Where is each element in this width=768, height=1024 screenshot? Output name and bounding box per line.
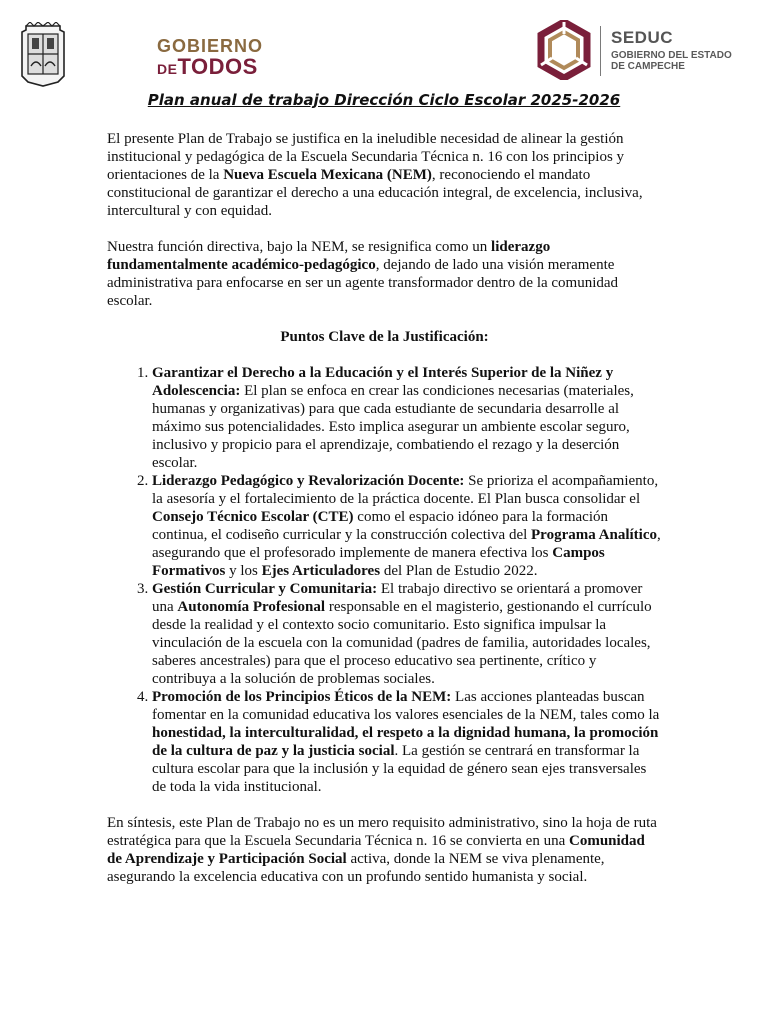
role-paragraph	[107, 238, 662, 310]
text-run: En síntesis, este Plan de Trabajo no es un mero requisito administrativo, sino la hoja de ruta estratégica para que la Escuela Secundaria Técnica n. 16 se convierta en una	[107, 815, 657, 849]
bold-run: Autonomía Profesional	[177, 599, 326, 615]
text-run: , reconociendo el mandato constitucional de garantizar el derecho a una educación integral, de excelencia, inclusiva, intercultural y con equidad.	[107, 167, 643, 219]
bold-run: liderazgo fundamentalmente académico-pedagógico	[107, 239, 551, 273]
list-item	[152, 472, 662, 580]
text-run: . La gestión se centrará en transformar la cultura escolar para que la inclusión y la equidad de género sean ejes transversales de toda la vida institucional.	[152, 743, 647, 795]
logo-word-de: DE	[157, 61, 178, 77]
text-run: El presente Plan de Trabajo se justifica en la ineludible necesidad de alinear la gestión institucional y pedagógica de la Escuela Secundaria Técnica n. 16 con los principios y orientaciones de la	[107, 131, 625, 183]
list-item	[152, 364, 662, 472]
logo-line-gobierno: GOBIERNO	[157, 36, 264, 56]
conclusion-paragraph	[107, 814, 662, 886]
text-run: y los	[225, 563, 262, 579]
text-run: activa, donde la NEM se viva plenamente, asegurando la excelencia educativa con un profundo sentido humanista y social.	[107, 851, 605, 885]
text-run: como el espacio idóneo para la formación continua, el codiseño curricular y la construcción colectiva del	[152, 509, 609, 543]
bold-run: Consejo Técnico Escolar (CTE)	[152, 509, 354, 525]
key-points-list	[107, 364, 662, 796]
seduc-line-campeche: DE CAMPECHE	[611, 61, 685, 72]
bold-run: Campos Formativos	[152, 545, 605, 579]
document-body	[107, 130, 662, 904]
bold-run: Programa Analítico	[531, 527, 657, 543]
text-run: Se prioriza el acompañamiento, la asesoría y el fortalecimiento de la práctica docente. El Plan busca consolidar el	[152, 473, 659, 507]
text-run: responsable en el magisterio, gestionando el currículo desde la realidad y el contexto socio comunitario. Esto significa impulsar la vinculación de la escuela con la comunidad (padres de familia, autoridades locales, saberes ancestrales) para que el proceso educativo sea pertinente, crítico y contribuya a la solución de problemas sociales.	[152, 599, 652, 687]
key-points-heading: Puntos Clave de la Justificación:	[280, 329, 489, 345]
logo-line-de-todos	[157, 56, 263, 78]
bold-run: Promoción de los Principios Éticos de la NEM:	[152, 689, 452, 705]
bold-run: Nueva Escuela Mexicana (NEM)	[223, 167, 432, 183]
bold-run: honestidad, la interculturalidad, el respeto a la dignidad humana, la promoción de la cultura de paz y la justicia social	[152, 725, 659, 759]
bold-run: Ejes Articuladores	[261, 563, 381, 579]
gobierno-de-todos-logo	[157, 37, 263, 78]
campeche-logo-icon	[535, 20, 593, 80]
text-run: del Plan de Estudio 2022.	[380, 563, 538, 579]
text-run: Nuestra función directiva, bajo la NEM, se resignifica como un	[107, 239, 492, 255]
list-item	[152, 580, 662, 688]
text-run: El trabajo directivo se orientará a promover una	[152, 581, 643, 615]
bold-run: Liderazgo Pedagógico y Revalorización Docente:	[152, 473, 465, 489]
bold-run: Comunidad de Aprendizaje y Participación Social	[107, 833, 645, 867]
list-item	[152, 688, 662, 796]
intro-paragraph	[107, 130, 662, 220]
bold-run: Gestión Curricular y Comunitaria:	[152, 581, 378, 597]
text-run: El plan se enfoca en crear las condiciones necesarias (materiales, humanas y organizativas) para que cada estudiante de secundaria desarrolle al máximo sus potencialidades. Esto implica asegurar un ambiente escolar seguro, inclusivo y propicio para el aprendizaje, combatiendo el rezago y la deserción escolar.	[152, 383, 634, 471]
seduc-name: SEDUC	[611, 28, 674, 47]
seduc-line-gobierno: GOBIERNO DEL ESTADO	[611, 50, 732, 61]
coat-of-arms-icon	[20, 22, 66, 88]
logo-divider	[600, 26, 601, 76]
text-run: Las acciones planteadas buscan fomentar en la comunidad educativa los valores esenciales de la NEM, tales como la	[152, 689, 660, 723]
text-run: , dejando de lado una visión meramente administrativa para enfocarse en ser un agente transformador dentro de la comunidad escolar.	[107, 257, 619, 309]
seduc-logo	[611, 28, 732, 72]
bold-run: Garantizar el Derecho a la Educación y el Interés Superior de la Niñez y Adolescencia:	[152, 365, 614, 399]
logo-word-todos: TODOS	[177, 54, 258, 79]
text-run: , asegurando que el profesorado implemente de manera efectiva los	[152, 527, 661, 561]
page-header	[0, 0, 768, 90]
document-title: Plan anual de trabajo Dirección Ciclo Escolar 2025-2026	[147, 91, 621, 109]
